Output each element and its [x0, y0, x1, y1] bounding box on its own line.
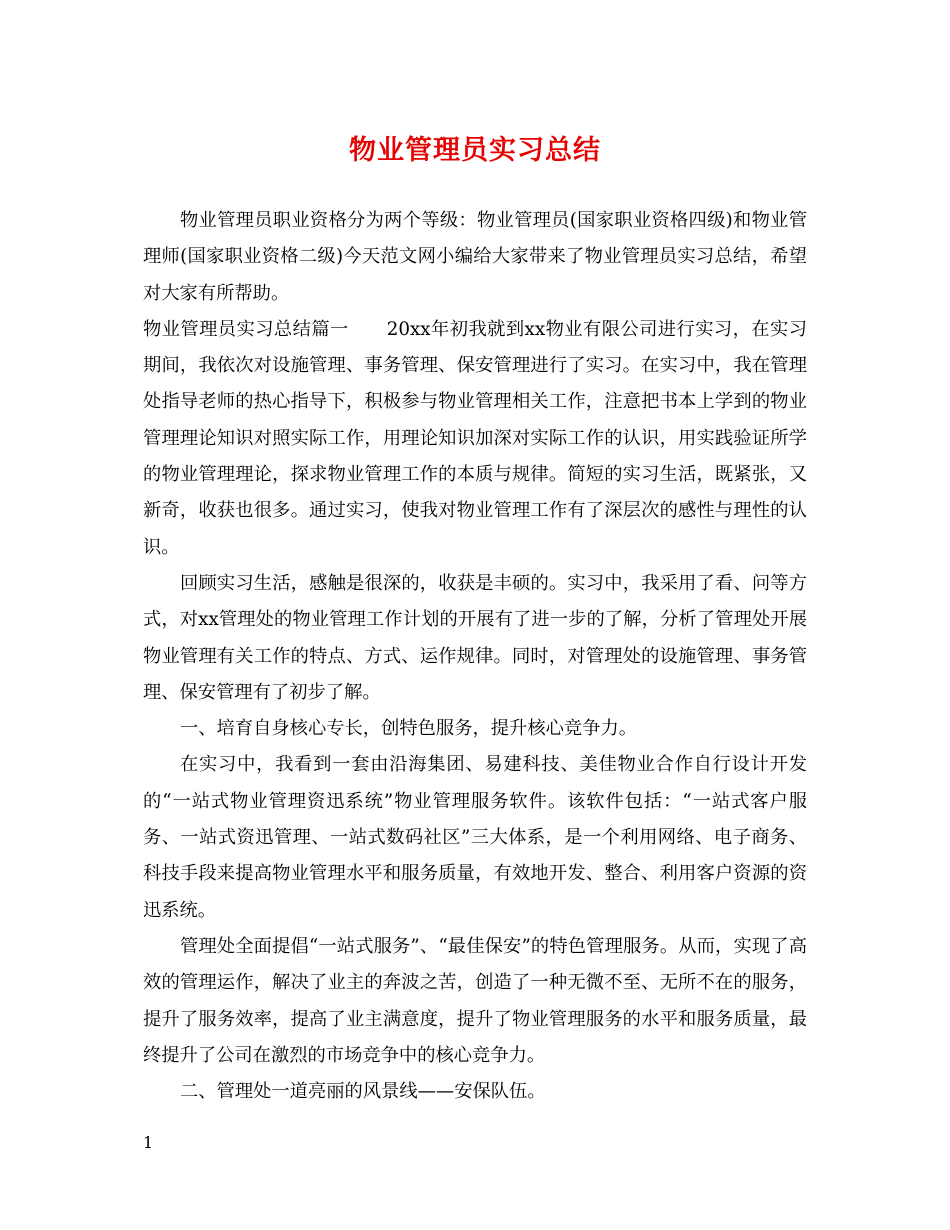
page-number: 1 [143, 1133, 154, 1152]
intro-paragraph: 物业管理员职业资格分为两个等级：物业管理员(国家职业资格四级)和物业管理师(国家职业资格二级)今天范文网小编给大家带来了物业管理员实习总结，希望对大家有所帮助。 [143, 210, 807, 304]
document-title: 物业管理员实习总结 [349, 135, 601, 166]
section-paragraph [143, 312, 807, 566]
section-body: 20xx年初我就到xx物业有限公司进行实习，在实习期间，我依次对设施管理、事务管理、保安管理进行了实习。在实习中，我在管理处指导老师的热心指导下，积极参与物业管理相关工作，注意把书本上学到的物业管理理论知识对照实际工作，用理论知识加深对实际工作的认识，用实践验证所学的物业管理理论，探求物业管理工作的本质与规律。简短的实习生活，既紧张，又新奇，收获也很多。通过实习，使我对物业管理工作有了深层次的感性与理性的认识。 [143, 318, 807, 558]
heading-two: 二、管理处一道亮丽的风景线——安保队伍。 [180, 1081, 546, 1103]
service-paragraph: 管理处全面提倡“一站式服务”、“最佳保安”的特色管理服务。从而，实现了高效的管理运作，解决了业主的奔波之苦，创造了一种无微不至、无所不在的服务，提升了服务效率，提高了业主满意度，提升了物业管理服务的水平和服务质量，最终提升了公司在激烈的市场竞争中的核心竞争力。 [143, 935, 807, 1066]
review-paragraph: 回顾实习生活，感触是很深的，收获是丰硕的。实习中，我采用了看、问等方式，对xx管理处的物业管理工作计划的开展有了进一步的了解，分析了管理处开展物业管理有关工作的特点、方式、运作规律。同时，对管理处的设施管理、事务管理、保安管理有了初步了解。 [143, 572, 807, 703]
section-label: 物业管理员实习总结篇一 [143, 318, 349, 340]
document-body [143, 203, 807, 1110]
heading-one: 一、培育自身核心专长，创特色服务，提升核心竞争力。 [180, 718, 638, 740]
software-paragraph: 在实习中，我看到一套由沿海集团、易建科技、美佳物业合作自行设计开发的“一站式物业管理资迅系统”物业管理服务软件。该软件包括：“一站式客户服务、一站式资迅管理、一站式数码社区”三大体系，是一个利用网络、电子商务、科技手段来提高物业管理水平和服务质量，有效地开发、整合、利用客户资源的资迅系统。 [143, 754, 807, 921]
